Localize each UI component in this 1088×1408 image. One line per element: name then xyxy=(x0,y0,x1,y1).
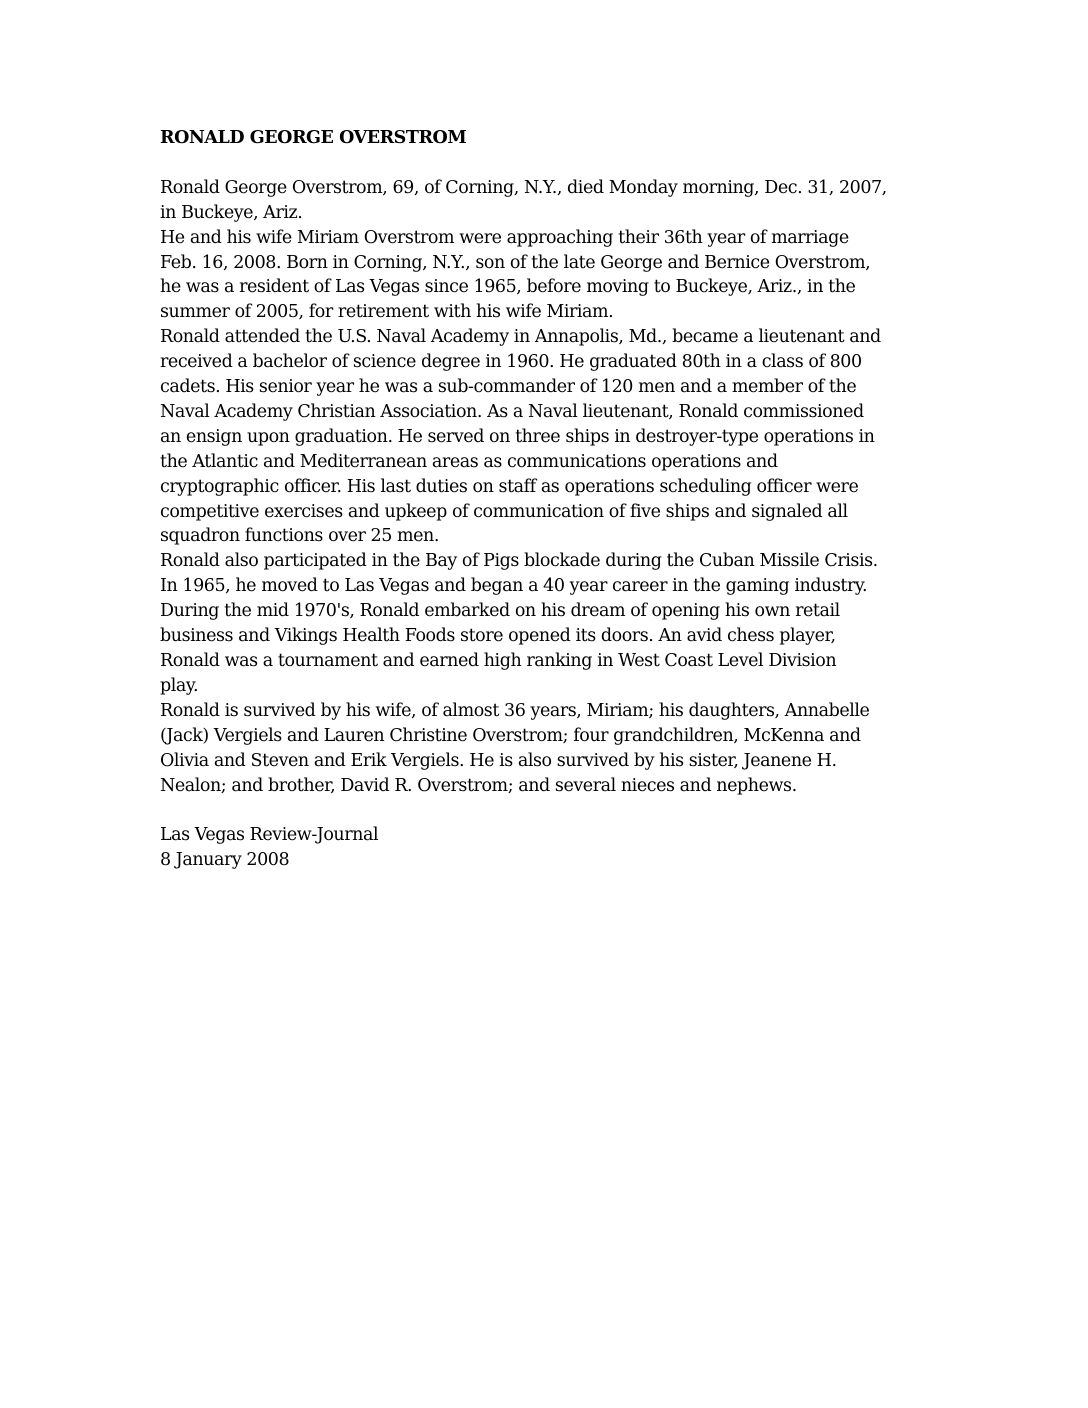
text-line: received a bachelor of science degree in 1960. He graduated 80th in a class of 800 xyxy=(160,352,862,373)
source-publication: Las Vegas Review-Journal xyxy=(160,825,379,846)
text-line: Ronald is survived by his wife, of almost 36 years, Miriam; his daughters, Annabelle xyxy=(160,700,870,721)
text-line: squadron functions over 25 men. xyxy=(160,526,439,547)
text-line: an ensign upon graduation. He served on three ships in destroyer-type operations in xyxy=(160,426,875,447)
text-line: summer of 2005, for retirement with his wife Miriam. xyxy=(160,302,614,323)
text-line: Ronald George Overstrom, 69, of Corning, N.Y., died Monday morning, Dec. 31, 2007, xyxy=(160,177,887,198)
paragraph-death-notice xyxy=(160,176,940,226)
text-line: (Jack) Vergiels and Lauren Christine Overstrom; four grandchildren, McKenna and xyxy=(160,725,861,746)
paragraph-marriage-residence xyxy=(160,226,940,326)
text-line: During the mid 1970's, Ronald embarked on his dream of opening his own retail xyxy=(160,601,840,622)
paragraph-survivors xyxy=(160,699,940,799)
text-line: he was a resident of Las Vegas since 1965, before moving to Buckeye, Ariz., in the xyxy=(160,277,856,298)
text-line: business and Vikings Health Foods store opened its doors. An avid chess player, xyxy=(160,626,836,647)
text-line: Nealon; and brother, David R. Overstrom; and several nieces and nephews. xyxy=(160,775,797,796)
text-line: He and his wife Miriam Overstrom were approaching their 36th year of marriage xyxy=(160,227,849,248)
text-line: Feb. 16, 2008. Born in Corning, N.Y., son of the late George and Bernice Overstrom, xyxy=(160,252,871,273)
text-line: play. xyxy=(160,675,199,696)
text-line: In 1965, he moved to Las Vegas and began a 40 year career in the gaming industry. xyxy=(160,576,868,597)
text-line: competitive exercises and upkeep of communication of five ships and signaled all xyxy=(160,501,848,522)
source-date: 8 January 2008 xyxy=(160,850,290,871)
text-line: Ronald was a tournament and earned high ranking in West Coast Level Division xyxy=(160,651,837,672)
text-line: in Buckeye, Ariz. xyxy=(160,202,303,223)
text-line: Olivia and Steven and Erik Vergiels. He is also survived by his sister, Jeanene H. xyxy=(160,750,837,771)
obituary-content xyxy=(160,126,940,873)
text-line: the Atlantic and Mediterranean areas as communications operations and xyxy=(160,451,778,472)
text-line: Ronald attended the U.S. Naval Academy in Annapolis, Md., became a lieutenant and xyxy=(160,327,881,348)
obituary-title: RONALD GEORGE OVERSTROM xyxy=(160,128,467,148)
text-line: Ronald also participated in the Bay of Pigs blockade during the Cuban Missile Crisis. xyxy=(160,551,878,572)
source-citation xyxy=(160,823,940,873)
text-line: Naval Academy Christian Association. As a Naval lieutenant, Ronald commissioned xyxy=(160,401,864,422)
blank-line xyxy=(160,798,940,823)
text-line: cryptographic officer. His last duties on staff as operations scheduling officer were xyxy=(160,476,859,497)
paragraph-later-career xyxy=(160,549,940,698)
paragraph-naval-career xyxy=(160,325,940,549)
text-line: cadets. His senior year he was a sub-commander of 120 men and a member of the xyxy=(160,377,857,398)
